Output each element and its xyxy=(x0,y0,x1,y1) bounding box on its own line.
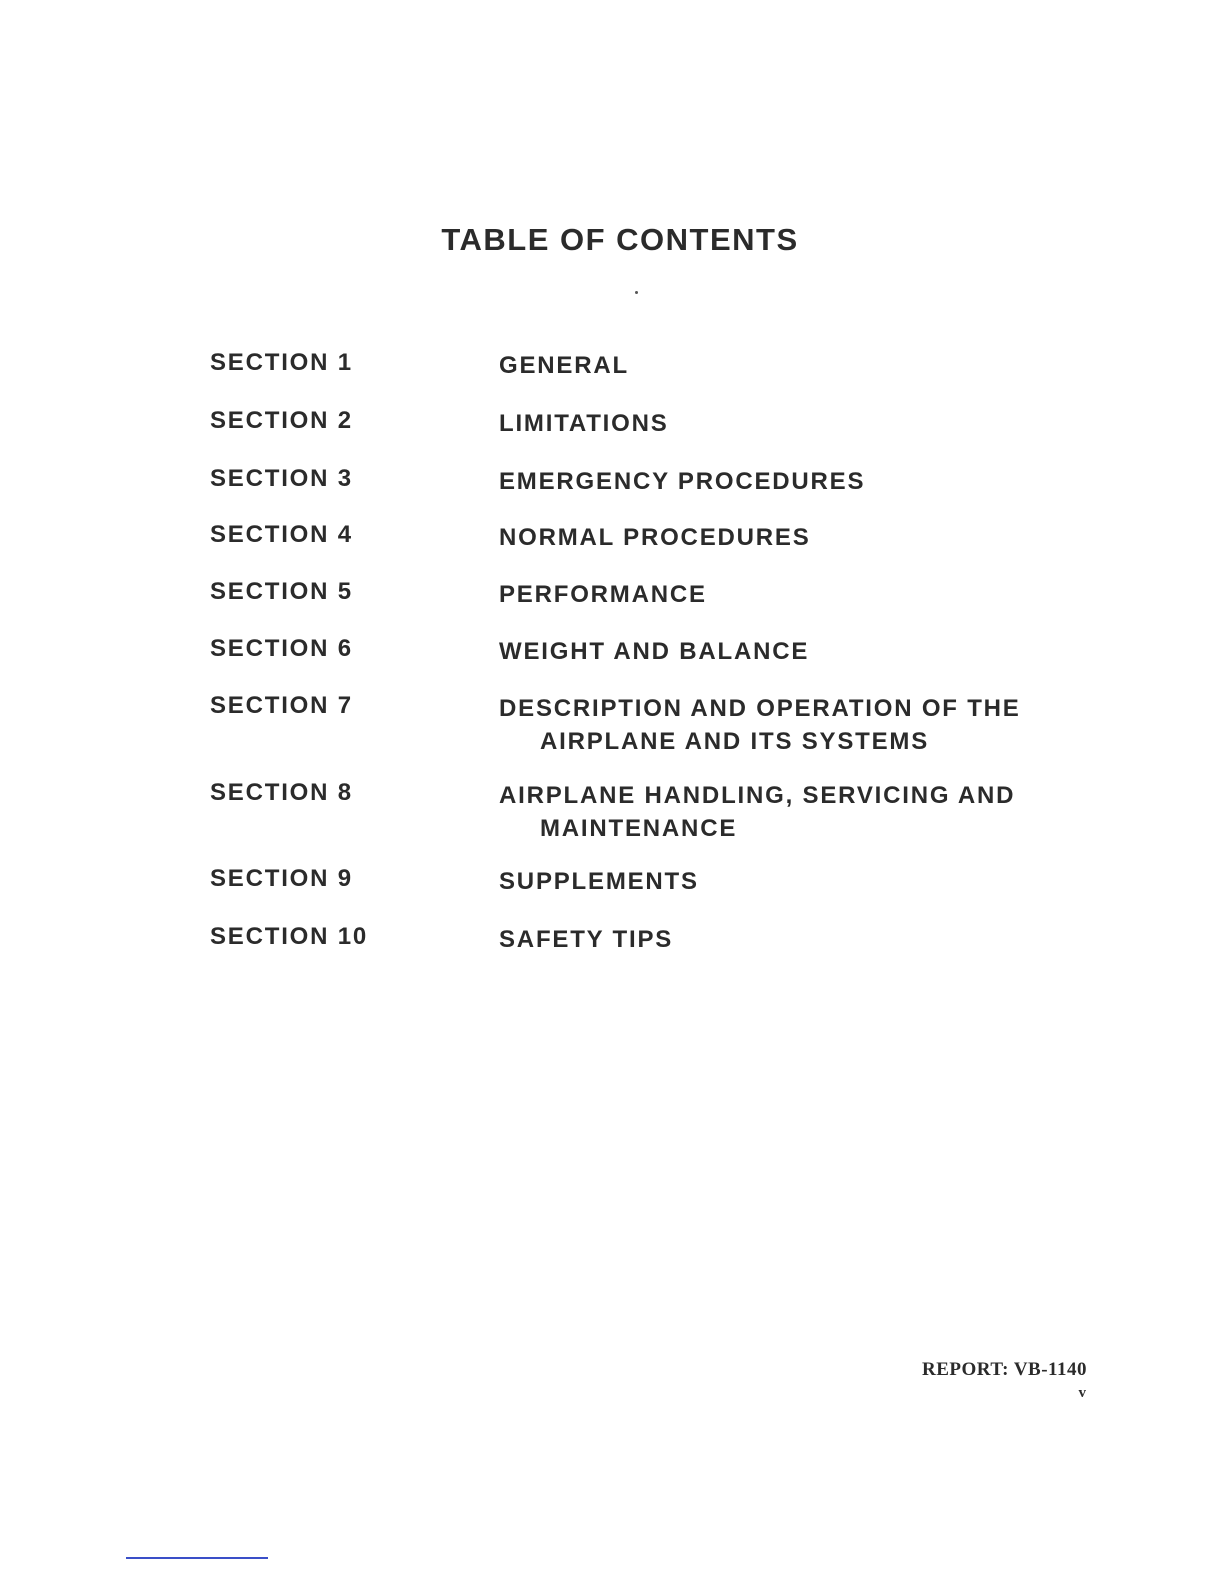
toc-title-line: MAINTENANCE xyxy=(540,815,738,842)
toc-section-label: SECTION 4 xyxy=(210,521,353,548)
toc-title-line: AIRPLANE HANDLING, SERVICING AND xyxy=(499,782,1016,809)
title-dot xyxy=(635,291,638,294)
toc-section-label: SECTION 3 xyxy=(210,465,353,492)
toc-section-title xyxy=(499,692,1021,758)
toc-section-label: SECTION 8 xyxy=(210,779,353,806)
toc-section-title xyxy=(499,465,865,498)
bottom-rule xyxy=(126,1557,268,1559)
toc-section-label: SECTION 7 xyxy=(210,692,353,719)
toc-title-line: GENERAL xyxy=(499,352,629,379)
toc-title-line: WEIGHT AND BALANCE xyxy=(499,638,810,665)
toc-title-line: SAFETY TIPS xyxy=(499,926,674,953)
toc-section-title xyxy=(499,779,1015,845)
page-title: TABLE OF CONTENTS xyxy=(441,222,799,257)
toc-section-title xyxy=(499,349,629,382)
toc-title-line: AIRPLANE AND ITS SYSTEMS xyxy=(540,728,930,755)
toc-section-title xyxy=(499,521,811,554)
toc-title-line: LIMITATIONS xyxy=(499,410,669,437)
toc-title-line: NORMAL PROCEDURES xyxy=(499,524,811,551)
toc-section-label: SECTION 6 xyxy=(210,635,353,662)
toc-section-title xyxy=(499,923,673,956)
toc-section-label: SECTION 2 xyxy=(210,407,353,434)
toc-section-label: SECTION 10 xyxy=(210,923,369,950)
toc-section-title xyxy=(499,407,669,440)
page-number: v xyxy=(1078,1385,1086,1401)
toc-title-line: DESCRIPTION AND OPERATION OF THE xyxy=(499,695,1021,722)
toc-section-label: SECTION 1 xyxy=(210,349,353,376)
report-number: REPORT: VB-1140 xyxy=(921,1359,1087,1380)
toc-section-title xyxy=(499,635,809,668)
toc-section-title xyxy=(499,578,707,611)
toc-title-line: PERFORMANCE xyxy=(499,581,707,608)
toc-section-label: SECTION 9 xyxy=(210,865,353,892)
toc-section-title xyxy=(499,865,699,898)
toc-title-line: SUPPLEMENTS xyxy=(499,868,699,895)
toc-title-line: EMERGENCY PROCEDURES xyxy=(499,468,866,495)
toc-section-label: SECTION 5 xyxy=(210,578,353,605)
